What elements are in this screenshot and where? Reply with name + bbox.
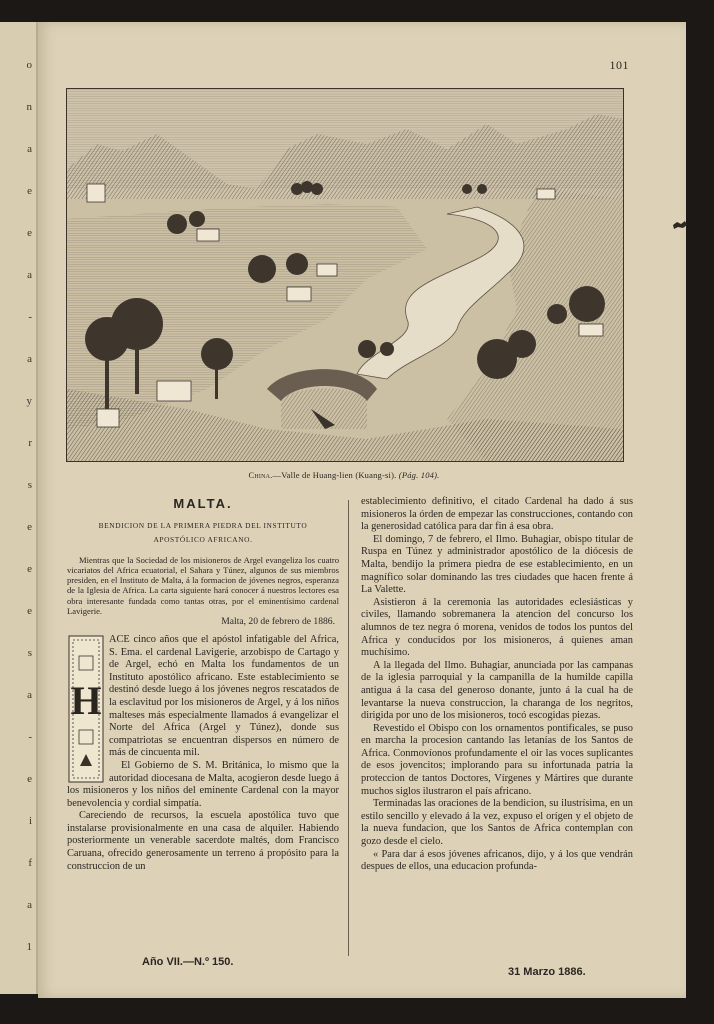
caption-place: China.	[248, 470, 273, 480]
body-paragraph-3: Careciendo de recursos, la escuela apostólica tuvo que instalarse provisionalmente en una casa de alquiler. Habiendo posteriormente un venerable sacerdote maltés, dom Francisco Caruana, ofrecido generosamente un terreno á propósito para la construccion de un	[67, 810, 339, 872]
facing-page-letter: a	[27, 353, 32, 365]
facing-page-letter: e	[27, 563, 32, 575]
facing-page-letter: a	[27, 899, 32, 911]
issue-date: 31 Marzo 1886.	[508, 966, 586, 978]
facing-page-letter: -	[28, 311, 32, 323]
facing-page-letter: s	[27, 647, 32, 659]
facing-page-letter: i	[28, 815, 32, 827]
facing-page-letter: a	[27, 269, 32, 281]
facing-page-letter: e	[27, 773, 32, 785]
subtitle-line-1: BENDICION DE LA PRIMERA PIEDRA DEL INSTITUTO	[98, 520, 308, 530]
ink-blot	[672, 220, 688, 230]
facing-page-letter: e	[27, 521, 32, 533]
body-paragraph-4: establecimiento definitivo, el citado Cardenal ha dado á sus misioneros la órden de empezar las construcciones, contando con la generosidad católica para dar fin á esa obra.	[361, 496, 633, 533]
facing-page-letter: y	[26, 395, 32, 407]
facing-page-letter: o	[26, 59, 32, 71]
caption-reference: (Pág. 104).	[398, 470, 440, 480]
facing-page-letter: a	[27, 689, 32, 701]
subtitle-line-2: APOSTÓLICO AFRICANO.	[153, 534, 253, 544]
facing-page-letter: e	[27, 227, 32, 239]
right-column	[361, 496, 633, 874]
body-paragraph-2: El Gobierno de S. M. Británica, lo mismo que la autoridad diocesana de Malta, acogieron desde luego á los misioneros y los niños del eminente Cardenal con la mayor benevolencia y cordial simpatía.	[67, 759, 339, 809]
body-paragraph-1: ACE cinco años que el apóstol infatigable del Africa, S. Ema. el cardenal Lavigerie, arzobispo de Cartago y de Argel, echó en Malta los fundamentos de un Instituto apostólico africano. Este establecimiento se destinó desde luego á los jóvenes negros rescatados de la esclavitud por los misioneros de Argel, y á los niños malteses más especialmente llamados á evangelizar el Norte del Africa (Argel y Túnez), donde sus compatriotas se encuentran dispersos en número de más de cincuenta mil.	[109, 633, 339, 759]
issue-number: Año VII.—N.º 150.	[142, 956, 234, 968]
body-paragraph-9: Terminadas las oraciones de la bendicion, su ilustrísima, en un estilo sencillo y elevado á la vez, expuso el orígen y el objeto de la nueva fundacion, que los Santos de Africa contemplan con gozo desde el cielo.	[361, 798, 633, 848]
body-paragraph-8: Revestido el Obispo con los ornamentos pontificales, se puso en marcha la procesion cantando las letanías de los Santos de Africa. Conmovíonos profundamente el oir las voces suplicantes de esos jovencitos; implorando para su infortunada patria la proteccion de tantos Doctores, Vírgenes y Mártires que durante muchos siglos ilustraron el país africano.	[361, 722, 633, 797]
article-intro: Mientras que la Sociedad de los misioneros de Argel evangeliza los cuatro vicariatos del Africa ecuatorial, el Sahara y Túnez, algunos de sus miembros presiden, en el Instituto de Malta, á la formacion de jóvenes negros, esperanza de la Iglesia de Africa. La carta siguiente hará conocer á nuestros lectores esa obra interesante fundada como tantas otras, por el eminentísimo cardenal Lavigerie.	[67, 554, 339, 617]
body-paragraph-6: Asistieron á la ceremonia las autoridades eclesiásticas y civiles, llamando sobremanera la atencion del concurso los alumnos de tez negra ó morena, venidos de todos los puntos del Africa y conducidos por los misioneros, á quienes aman muchísimo.	[361, 596, 633, 659]
body-paragraph-5: El domingo, 7 de febrero, el Ilmo. Buhagiar, obispo titular de Ruspa en Túnez y administrador apostólico de la diócesis de Malta, bendijo la primera piedra de ese establecimiento, en un magnífico solar dominando las tres ciudades que hacen frente á La Valette.	[361, 533, 633, 596]
illustration-caption	[66, 470, 622, 480]
ornamental-dropcap	[67, 634, 105, 784]
page-number: 101	[609, 58, 629, 72]
article-title: MALTA.	[173, 496, 233, 511]
facing-page-letter: s	[27, 479, 32, 491]
facing-page-letter: a	[27, 143, 32, 155]
facing-page-letter: 1	[26, 941, 32, 953]
magazine-page	[38, 22, 686, 998]
facing-page-letter: e	[27, 185, 32, 197]
body-paragraph-7: A la llegada del Ilmo. Buhagiar, anunciada por las campanas de la iglesia parroquial y la campanilla de la humilde capilla antigua á la casa del generoso donante, junto á la cual ha de levantarse la nueva construccion, la charanga de los negritos, dirigida por uno de los misioneros, tocó escogidas piezas.	[361, 659, 633, 722]
article-subtitle	[67, 519, 339, 547]
article-body-left	[67, 634, 339, 873]
valley-engraving	[66, 88, 624, 462]
caption-text: —Valle de Huang-lien (Kuang-si).	[272, 470, 397, 480]
facing-page-letter: r	[28, 437, 32, 449]
facing-page-edge	[0, 22, 38, 994]
article-dateline: Malta, 20 de febrero de 1886.	[221, 616, 335, 628]
body-paragraph-10: « Para dar á esos jóvenes africanos, dijo, y á los que vendrán despues de ellos, una educacion profunda-	[361, 848, 633, 873]
facing-page-letter: e	[27, 605, 32, 617]
facing-page-letter: n	[26, 101, 32, 113]
facing-page-letter: f	[28, 857, 32, 869]
facing-page-letter: -	[28, 731, 32, 743]
dropcap-letter: H	[70, 677, 102, 723]
left-column	[67, 496, 339, 873]
column-divider	[348, 500, 349, 956]
